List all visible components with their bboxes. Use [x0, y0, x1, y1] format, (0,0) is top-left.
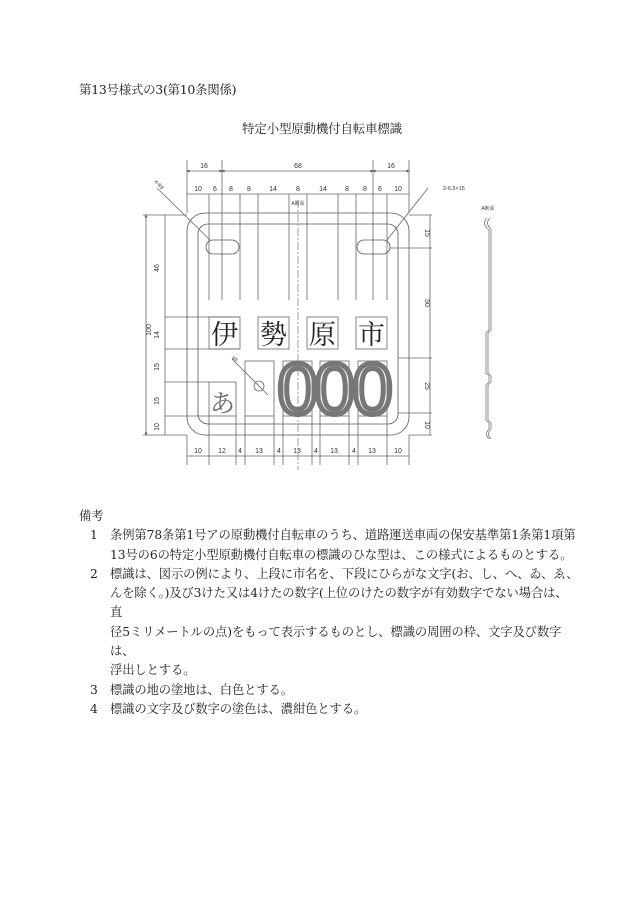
svg-text:14: 14: [269, 186, 277, 193]
note-item-2: 2 標識は、図示の例により、上段に市名を、下段にひらがな文字(お、し、へ、ゐ、ゑ、 んを除く。)及び3けた又は4けたの数字(上位のけたの数字が有効数字でない場合は、直 径5ミリメートルの点)をもって表示するものとし、標識の周囲の枠、文字及び数字は、 浮出しとする。: [90, 566, 579, 678]
note-item-3: 3 標識の地の塗地は、白色とする。: [90, 682, 293, 697]
svg-text:15: 15: [154, 397, 161, 405]
svg-text:14: 14: [154, 331, 161, 339]
svg-text:φ5: φ5: [230, 355, 239, 364]
dim-16-left: 16: [200, 163, 208, 170]
svg-text:15: 15: [423, 229, 430, 237]
svg-text:13: 13: [255, 448, 263, 455]
section-profile: [485, 218, 492, 439]
svg-text:8: 8: [363, 186, 367, 193]
note-item-1: 1 条例第78条第1号アの原動機付自転車のうち、道路運送車両の保安基準第1条第1項第 13号の6の特定小型原動機付自転車の標識のひな型は、この様式によるものとする。: [90, 528, 576, 562]
svg-text:10: 10: [154, 423, 161, 431]
svg-text:6: 6: [213, 186, 217, 193]
svg-text:2-6.5×15: 2-6.5×15: [443, 186, 465, 192]
city-char-4: 市: [358, 320, 385, 351]
svg-text:25: 25: [423, 382, 430, 390]
note-item-4: 4 標識の文字及び数字の塗色は、濃紺色とする。: [90, 701, 367, 716]
svg-text:15: 15: [154, 363, 161, 371]
svg-text:8: 8: [345, 186, 349, 193]
digit-2: 0: [314, 350, 355, 430]
form-label: 第13号様式の3(第10条関係): [79, 82, 237, 97]
digit-1: 0: [277, 350, 318, 430]
svg-text:10: 10: [194, 186, 202, 193]
svg-text:13: 13: [368, 448, 376, 455]
svg-text:A断面: A断面: [481, 206, 495, 212]
svg-text:4-R8: 4-R8: [152, 179, 165, 192]
city-char-3: 原: [309, 320, 336, 351]
city-char-2: 勢: [260, 320, 287, 351]
kana-char: あ: [209, 389, 236, 418]
svg-text:4: 4: [314, 448, 318, 455]
svg-text:8: 8: [296, 186, 300, 193]
svg-text:14: 14: [319, 186, 327, 193]
svg-text:10: 10: [394, 186, 402, 193]
digit-3: 0: [352, 350, 393, 430]
dim-16-right: 16: [387, 163, 395, 170]
city-char-1: 伊: [211, 320, 238, 351]
right-dimensions: [390, 215, 432, 435]
svg-text:6: 6: [378, 186, 382, 193]
svg-text:12: 12: [218, 448, 226, 455]
svg-text:8: 8: [247, 186, 251, 193]
svg-text:50: 50: [423, 299, 430, 307]
svg-text:13: 13: [293, 448, 301, 455]
notes-section: [79, 507, 579, 719]
dim-68: 68: [294, 163, 302, 170]
svg-text:4: 4: [277, 448, 281, 455]
svg-text:46: 46: [154, 264, 161, 272]
svg-text:4: 4: [352, 448, 356, 455]
page-title: 特定小型原動機付自転車標識: [242, 121, 402, 136]
mounting-slot-left: [206, 240, 239, 254]
notes-heading: 備考: [79, 509, 104, 523]
svg-text:A断面: A断面: [291, 201, 305, 207]
svg-text:10: 10: [194, 448, 202, 455]
mounting-slot-right: [357, 240, 390, 254]
svg-text:13: 13: [330, 448, 338, 455]
svg-text:10: 10: [394, 448, 402, 455]
svg-text:10: 10: [423, 421, 430, 429]
svg-text:100: 100: [146, 324, 153, 336]
svg-text:4: 4: [238, 448, 242, 455]
svg-text:8: 8: [229, 186, 233, 193]
